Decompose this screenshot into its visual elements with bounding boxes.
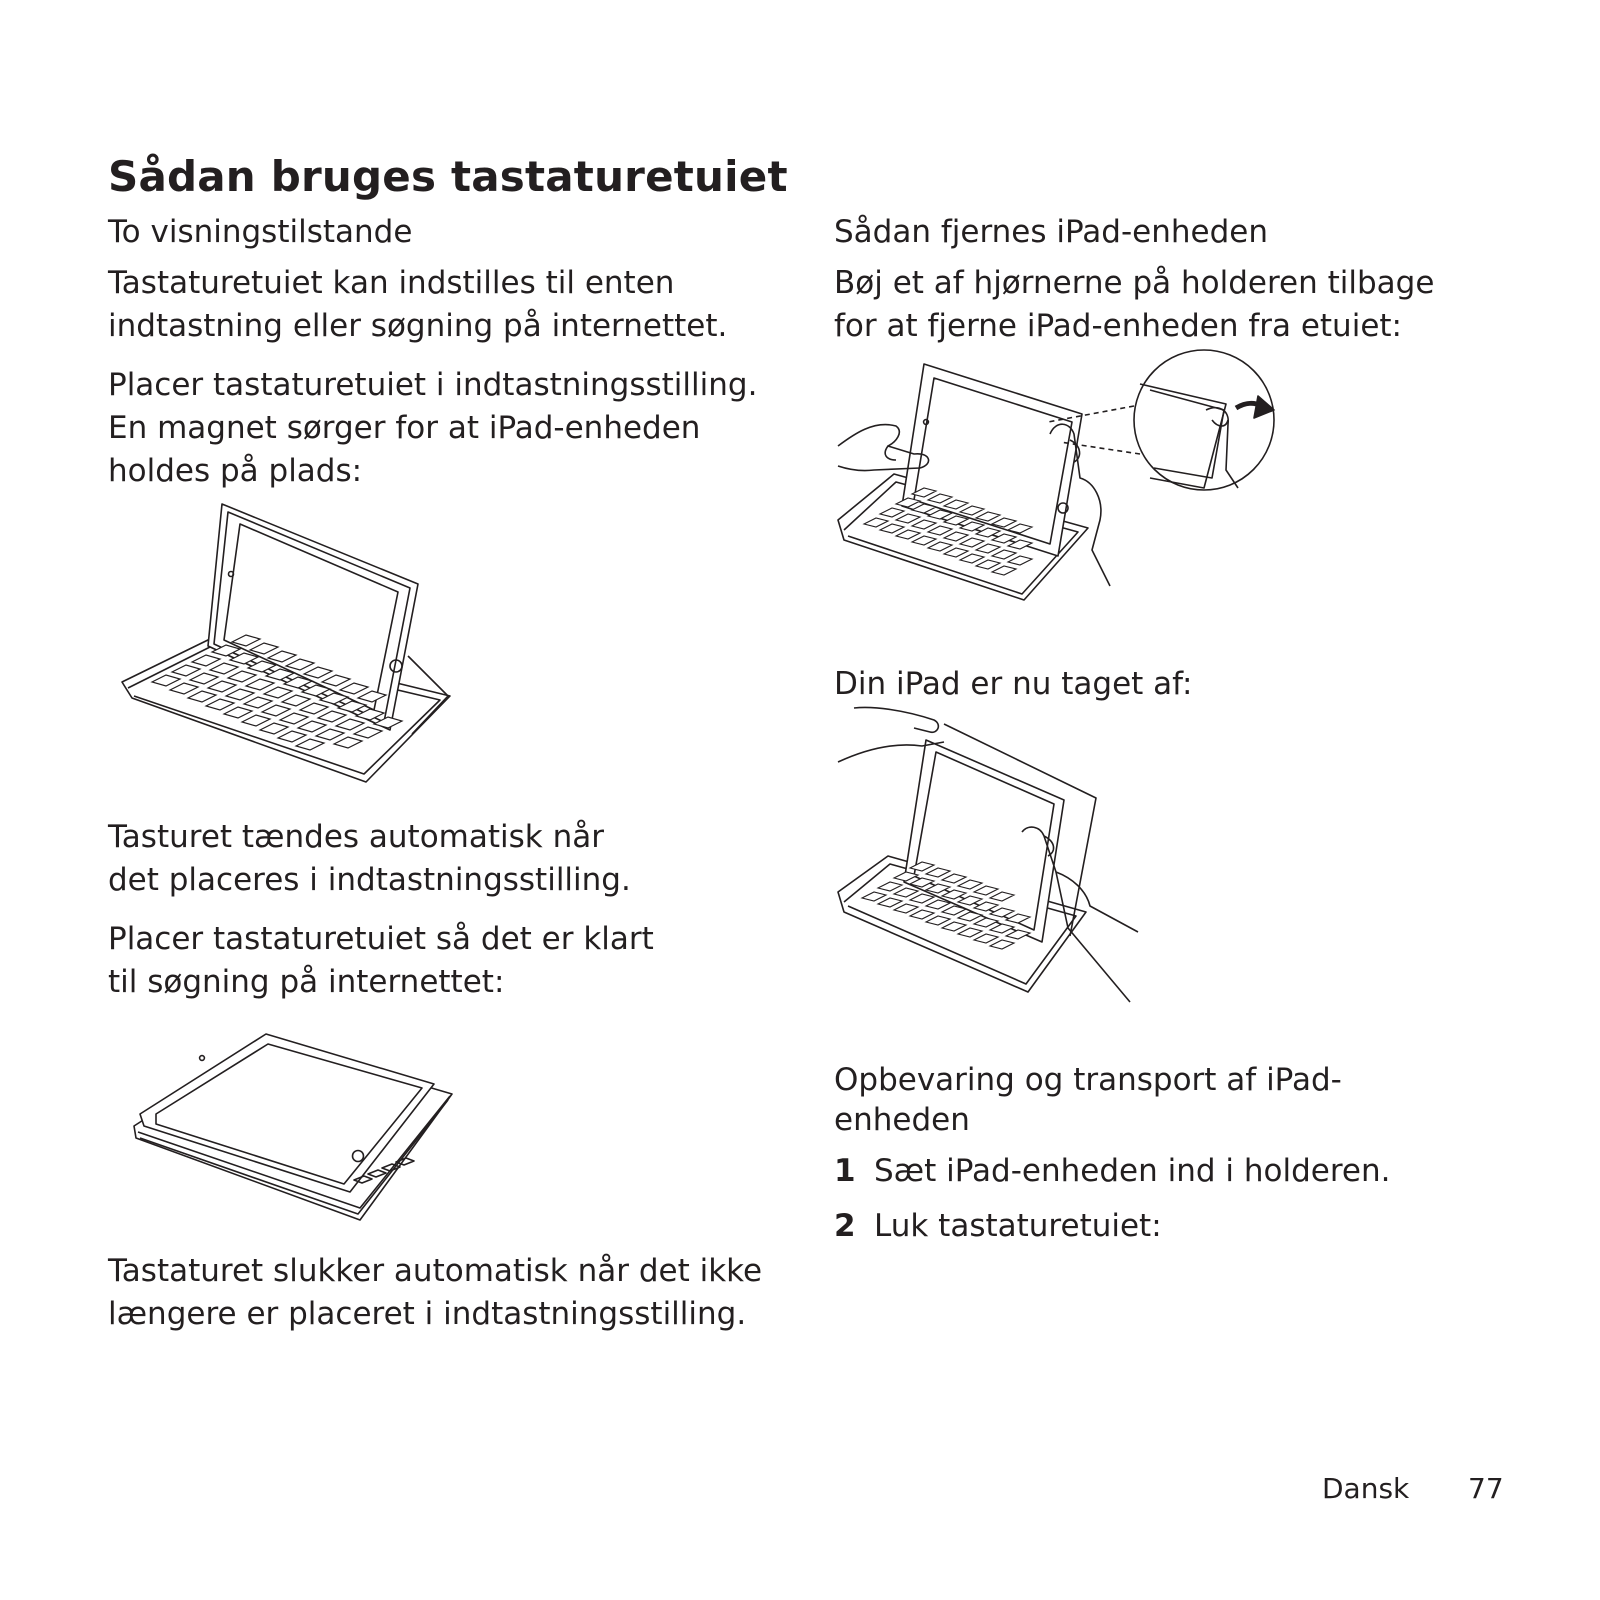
remove-paragraph	[834, 262, 1434, 348]
browse-line-2: til søgning på internettet:	[108, 964, 505, 1000]
remove-line-2: for at fjerne iPad-enheden fra etuiet:	[834, 308, 1402, 344]
step-text: Luk tastaturetuiet:	[874, 1208, 1162, 1244]
typing-mode-illustration	[112, 500, 452, 790]
remove-ipad-illustration	[834, 350, 1284, 610]
footer-language: Dansk	[1322, 1472, 1410, 1505]
typing-line-1: Placer tastaturetuiet i indtastningsstilling.	[108, 367, 758, 403]
auto-off-paragraph	[108, 1250, 762, 1336]
step-item	[834, 1150, 1390, 1205]
typing-line-3: holdes på plads:	[108, 453, 363, 489]
storage-heading-line-2: enheden	[834, 1102, 970, 1138]
intro-paragraph	[108, 262, 727, 348]
auto-off-line-2: længere er placeret i indtastningsstilling.	[108, 1296, 747, 1332]
intro-line-1: Tastaturetuiet kan indstilles til enten	[108, 265, 675, 301]
subheading-storage	[834, 1060, 1342, 1140]
footer-page-number: 77	[1468, 1472, 1504, 1505]
storage-steps	[834, 1150, 1390, 1260]
subheading-view-modes: To visningstilstande	[108, 214, 413, 250]
browse-mode-illustration	[130, 1030, 460, 1230]
step-item	[834, 1205, 1390, 1260]
typing-paragraph	[108, 364, 757, 493]
intro-line-2: indtastning eller søgning på internettet.	[108, 308, 728, 344]
remove-line-1: Bøj et af hjørnerne på holderen tilbage	[834, 265, 1435, 301]
browse-line-1: Placer tastaturetuiet så det er klart	[108, 921, 654, 957]
auto-on-line-2: det placeres i indtastningsstilling.	[108, 862, 631, 898]
typing-line-2: En magnet sørger for at iPad-enheden	[108, 410, 701, 446]
browse-paragraph	[108, 918, 654, 1004]
page-heading: Sådan bruges tastaturetuiet	[108, 152, 788, 201]
removed-caption: Din iPad er nu taget af:	[834, 666, 1193, 702]
auto-on-line-1: Tasturet tændes automatisk når	[108, 819, 604, 855]
auto-off-line-1: Tastaturet slukker automatisk når det ikke	[108, 1253, 763, 1289]
subheading-remove-ipad: Sådan fjernes iPad-enheden	[834, 214, 1268, 250]
step-number: 2	[834, 1208, 856, 1244]
step-text: Sæt iPad-enheden ind i holderen.	[874, 1153, 1391, 1189]
storage-heading-line-1: Opbevaring og transport af iPad-	[834, 1062, 1342, 1098]
removed-ipad-illustration	[834, 706, 1134, 1016]
auto-on-paragraph	[108, 816, 631, 902]
step-number: 1	[834, 1153, 856, 1189]
